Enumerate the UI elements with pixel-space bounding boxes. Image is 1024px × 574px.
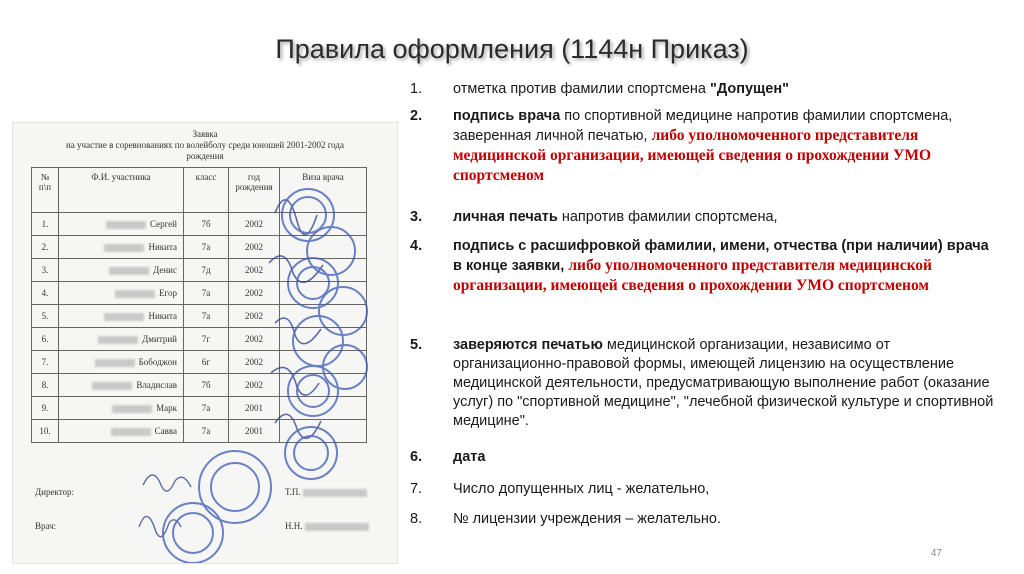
rule-text [453, 237, 1001, 296]
participant-birth-year: 2002 [229, 259, 280, 282]
scanned-application-form [12, 122, 398, 564]
slide-title: Правила оформления (1144н Приказ) [275, 34, 749, 64]
rule-text-part: подпись врача [453, 108, 561, 124]
rule-text [453, 107, 1001, 186]
rule-text [453, 510, 1001, 529]
participant-name: Дмитрий [59, 328, 184, 351]
form-header-subtitle: на участие в соревнованиях по волейболу среди юношей 2001-2002 года [66, 140, 344, 150]
col-number: № п\п [32, 168, 59, 213]
participant-class: 7а [184, 236, 229, 259]
rule-number: 2. [410, 108, 423, 124]
rule-text [453, 336, 1001, 431]
row-number: 4. [32, 282, 59, 305]
participant-name: Никита [59, 305, 184, 328]
participant-class: 7а [184, 305, 229, 328]
stamp-icon [285, 427, 337, 479]
form-header-year: рождения [186, 151, 224, 161]
doctor-initials: Н.Н. [285, 521, 373, 531]
director-initials: Т.П. [285, 487, 371, 497]
rule-number: 5. [410, 337, 423, 353]
rule-number: 1. [410, 81, 423, 97]
stamp-icon [293, 316, 343, 366]
rule-number: 3. [410, 209, 423, 225]
participant-name: Марк [59, 397, 184, 420]
row-number: 3. [32, 259, 59, 282]
participant-birth-year: 2001 [229, 420, 280, 443]
stamp-icon [319, 287, 367, 335]
rule-text-part: по спортивной медицине напротив фамилии спортсмена, заверенная личной печатью, [453, 108, 953, 144]
participant-birth-year: 2002 [229, 305, 280, 328]
stamp-icon [294, 436, 328, 470]
participant-class: 6г [184, 351, 229, 374]
doctor-stamps-overlay [13, 123, 397, 563]
rule-text-part: отметка против фамилии спортсмена [453, 81, 710, 97]
stamp-icon [323, 345, 367, 389]
row-number: 7. [32, 351, 59, 374]
director-signature [143, 475, 191, 491]
row-number: 9. [32, 397, 59, 420]
col-name: Ф.И. участника [59, 168, 184, 213]
participant-class: 7г [184, 328, 229, 351]
row-number: 6. [32, 328, 59, 351]
participant-class: 7а [184, 397, 229, 420]
rule-text-part: Число допущенных лиц - желательно, [453, 481, 710, 497]
rule-text [453, 480, 1001, 499]
stamp-icon [173, 513, 213, 553]
rule-number: 8. [410, 511, 423, 527]
row-number: 8. [32, 374, 59, 397]
participant-name: Владислав [59, 374, 184, 397]
rule-text-part: личная печать [453, 209, 558, 225]
rule-text [453, 448, 1001, 467]
participant-class: 7а [184, 420, 229, 443]
participant-name: Денис [59, 259, 184, 282]
stamp-icon [199, 451, 271, 523]
participant-name: Никита [59, 236, 184, 259]
rule-text [453, 80, 1001, 99]
rule-text-part: подпись с расшифровкой фамилии, имени, отчества (при наличии) врача в конце заявки, [453, 238, 989, 274]
col-birth-year: год рождения [229, 168, 280, 213]
participant-birth-year: 2001 [229, 397, 280, 420]
participant-birth-year: 2002 [229, 213, 280, 236]
rule-text-part: либо уполномоченного представителя медицинской организации, имеющей сведения о прохождении УМО спортсменом [453, 257, 932, 294]
rule-text-part: "Допущен" [710, 81, 789, 97]
rule-text-part: медицинской организации, независимо от организационно-правовой формы, имеющей лицензию на осуществление медицинской деятельности, предусматривающую выполнение работ (оказание услуг) по "спортивной медицине", "лечебной физической культуре и спортивной медицине". [453, 337, 994, 429]
stamp-icon [211, 463, 259, 511]
participant-name: Сергей [59, 213, 184, 236]
col-doctor-visa: Виза врача [280, 168, 367, 213]
page-number: 47 [930, 548, 942, 559]
col-class: класс [184, 168, 229, 213]
rule-text [453, 208, 1001, 227]
participant-birth-year: 2002 [229, 328, 280, 351]
participant-class: 7б [184, 213, 229, 236]
row-number: 1. [32, 213, 59, 236]
doctor-label: Врач: [35, 521, 57, 531]
rule-text-part: заверяются печатью [453, 337, 603, 353]
rule-text-part: либо уполномоченного представителя медицинской организации, имеющей сведения о прохождении УМО спортсменом [453, 127, 932, 184]
rule-text-part: № лицензии учреждения – желательно. [453, 511, 721, 527]
stamp-icon [297, 267, 329, 299]
director-label: Директор: [35, 487, 75, 497]
rule-number: 4. [410, 238, 423, 254]
form-header-title: Заявка [192, 129, 218, 139]
signature-scribbles [269, 200, 323, 439]
participant-name: Бободжон [59, 351, 184, 374]
rule-number: 7. [410, 481, 423, 497]
participant-birth-year: 2002 [229, 282, 280, 305]
rule-text-part: дата [453, 449, 486, 465]
row-number: 2. [32, 236, 59, 259]
row-number: 10. [32, 420, 59, 443]
participant-class: 7б [184, 374, 229, 397]
participant-birth-year: 2002 [229, 351, 280, 374]
participant-birth-year: 2002 [229, 236, 280, 259]
participant-class: 7а [184, 282, 229, 305]
participant-name: Егор [59, 282, 184, 305]
row-number: 5. [32, 305, 59, 328]
participant-name: Савва [59, 420, 184, 443]
participant-class: 7д [184, 259, 229, 282]
participant-birth-year: 2002 [229, 374, 280, 397]
rule-number: 6. [410, 449, 423, 465]
rule-text-part: напротив фамилии спортсмена, [557, 209, 778, 225]
